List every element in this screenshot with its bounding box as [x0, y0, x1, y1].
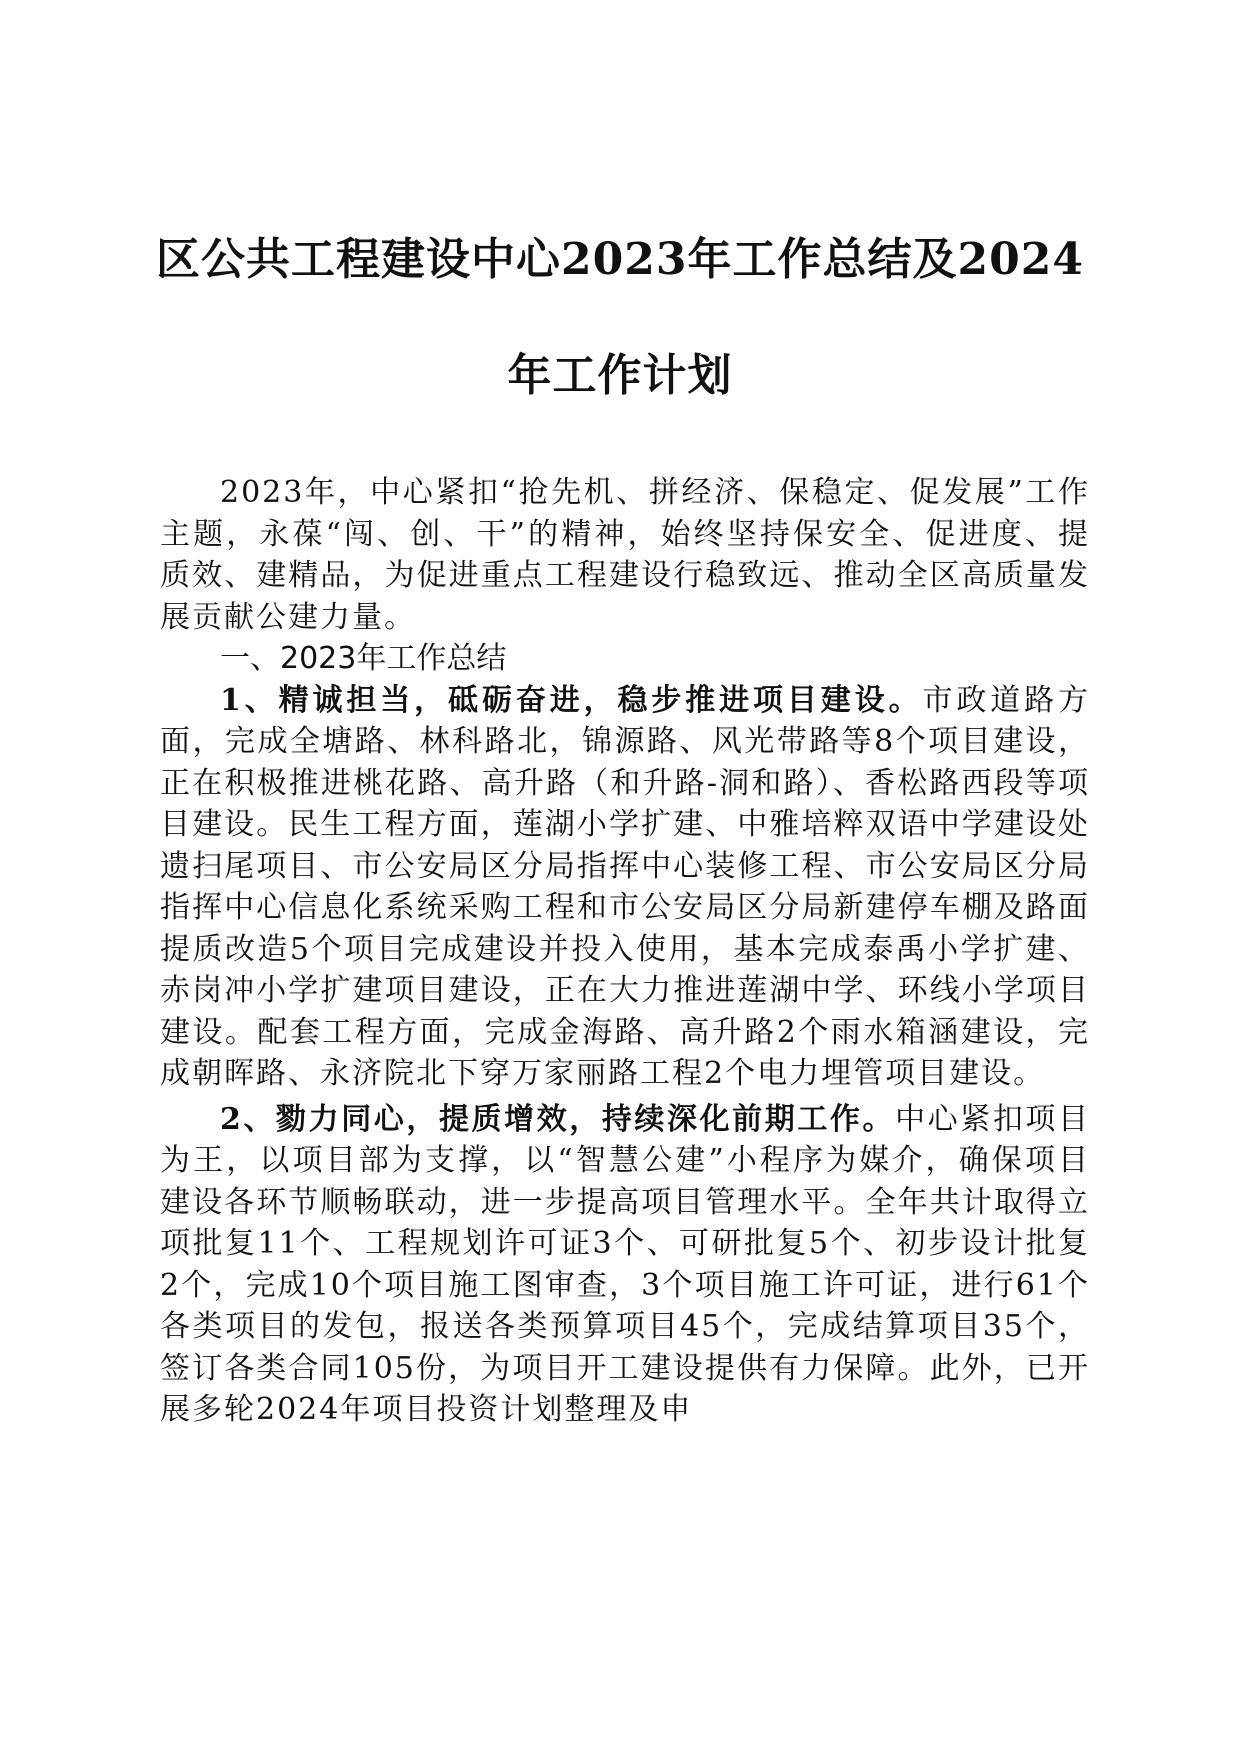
item-2-lead: 2、勠力同心，提质增效，持续深化前期工作。: [220, 1101, 896, 1137]
intro-paragraph: 2023年，中心紧扣“抢先机、拼经济、保稳定、促发展”工作主题，永葆“闯、创、干”的精神，始终坚持保安全、促进度、提质效、建精品，为促进重点工程建设行稳致远、推动全区高质量发展贡献公建力量。: [160, 475, 1090, 635]
section-heading-summary: 一、2023年工作总结: [220, 641, 507, 676]
item-1-lead: 1、精诚担当，砥砺奋进，稳步推进项目建设。: [220, 682, 923, 718]
item-2-paragraph: [160, 1099, 1090, 1431]
document-title-line-1: 区公共工程建设中心2023年工作总结及2024: [156, 234, 1084, 285]
item-1-paragraph: [160, 680, 1090, 1095]
item-1-body: 市政道路方面，完成全塘路、林科路北，锦源路、风光带路等8个项目建设，正在积极推进桃花路、高升路（和升路-洞和路）、香松路西段等项目建设。民生工程方面，莲湖小学扩建、中雅培粹双语中学建设处遗扫尾项目、市公安局区分局指挥中心装修工程、市公安局区分局指挥中心信息化系统采购工程和市公安局区分局新建停车棚及路面提质改造5个项目完成建设并投入使用，基本完成泰禹小学扩建、赤岗冲小学扩建项目建设，正在大力推进莲湖中学、环线小学项目建设。配套工程方面，完成金海路、高升路2个雨水箱涵建设，完成朝晖路、永济院北下穿万家丽路工程2个电力埋管项目建设。: [160, 682, 1091, 1091]
document-title-line-2: 年工作计划: [507, 350, 733, 401]
item-2-body: 中心紧扣项目为王，以项目部为支撑，以“智慧公建”小程序为媒介，确保项目建设各环节顺畅联动，进一步提高项目管理水平。全年共计取得立项批复11个、工程规划许可证3个、可研批复5个、初步设计批复2个，完成10个项目施工图审查，3个项目施工许可证，进行61个各类项目的发包，报送各类预算项目45个，完成结算项目35个，签订各类合同105份，为项目开工建设提供有力保障。此外，已开展多轮2024年项目投资计划整理及申: [160, 1101, 1091, 1427]
document-body: [160, 472, 1090, 1431]
